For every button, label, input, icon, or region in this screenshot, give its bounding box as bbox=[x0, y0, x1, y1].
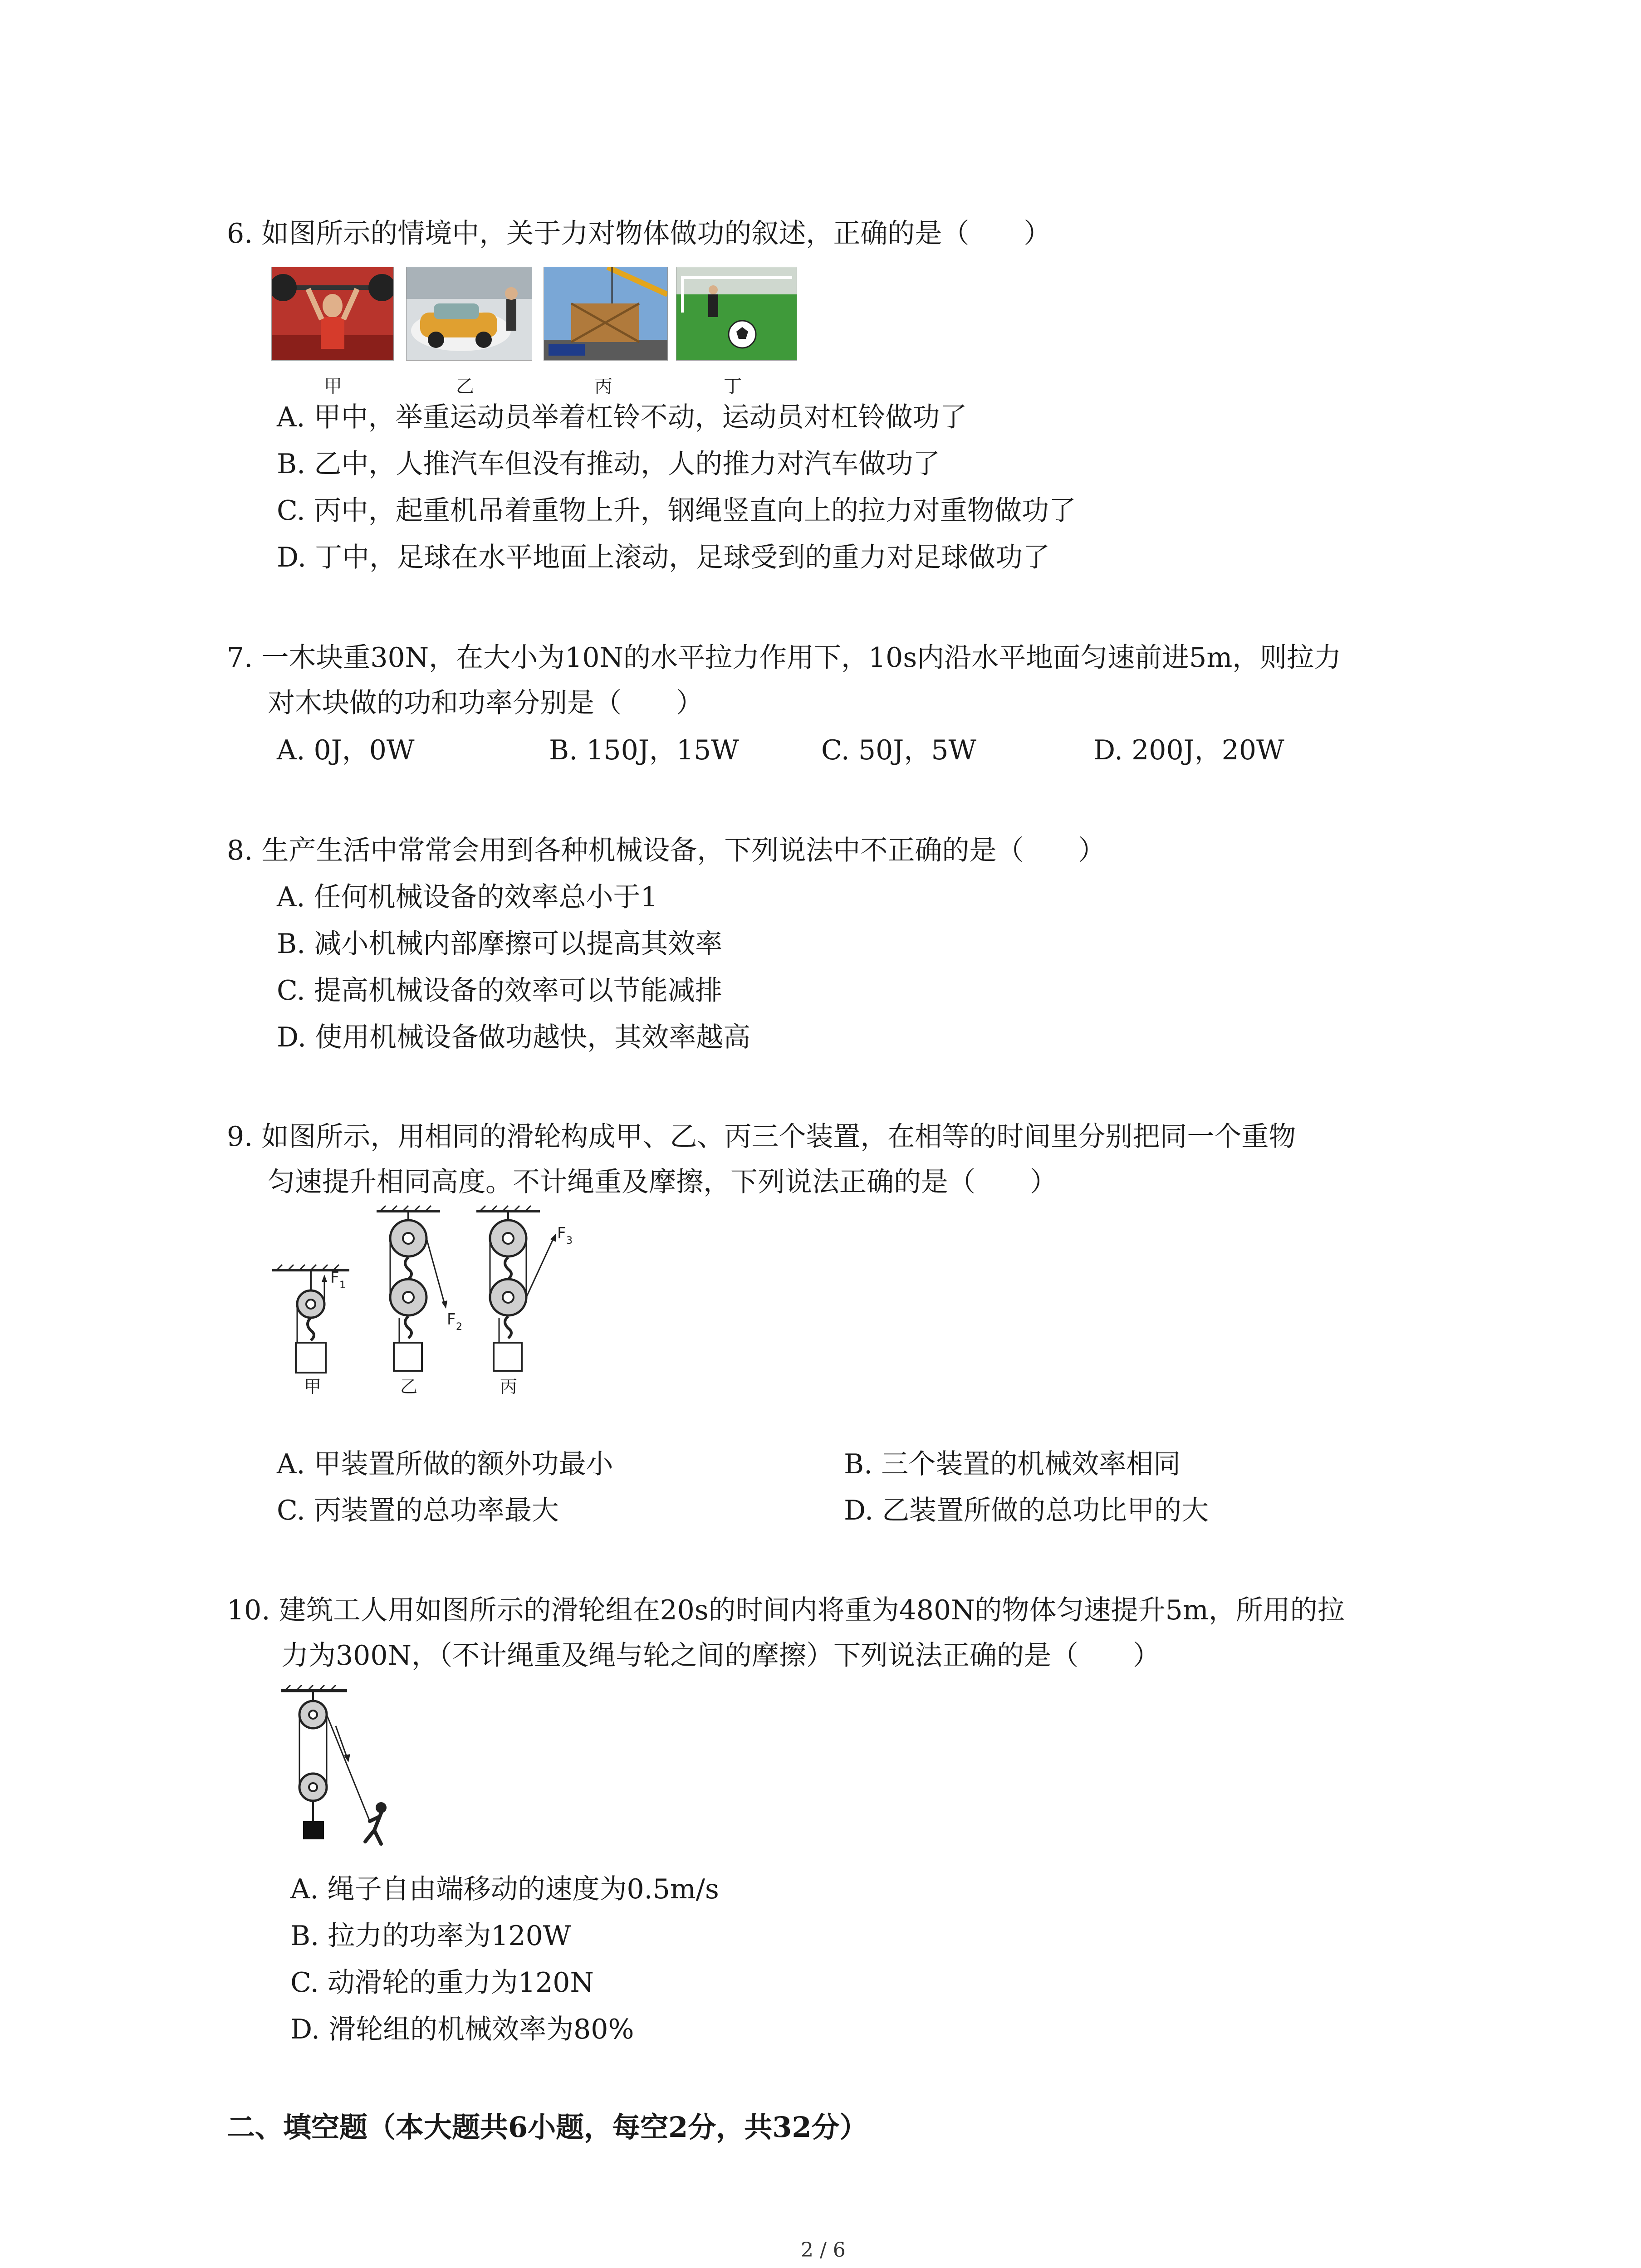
q7-option-d: D. 200J，20W bbox=[1093, 734, 1284, 766]
q8-option-b: B. 减小机械内部摩擦可以提高其效率 bbox=[277, 928, 723, 960]
q9-option-b: B. 三个装置的机械效率相同 bbox=[844, 1448, 1181, 1480]
q7-option-b: B. 150J，15W bbox=[549, 734, 739, 766]
q7-stem-line1: 7. 一木块重30N，在大小为10N的水平拉力作用下，10s内沿水平地面匀速前进5m，则拉力 bbox=[227, 642, 1342, 674]
q9-label-f1: F bbox=[330, 1269, 339, 1287]
q10-stem-line1: 10. 建筑工人用如图所示的滑轮组在20s的时间内将重为480N的物体匀速提升5m，所用的拉 bbox=[227, 1594, 1345, 1626]
q8-option-a: A. 任何机械设备的效率总小于1 bbox=[277, 881, 658, 913]
q10-option-c: C. 动滑轮的重力为120N bbox=[290, 1967, 594, 1999]
q6-photo-football bbox=[676, 267, 797, 361]
q6-option-a: A. 甲中，举重运动员举着杠铃不动，运动员对杠铃做功了 bbox=[277, 401, 967, 433]
pulley-yi bbox=[377, 1206, 447, 1371]
q9-pulley-figure bbox=[263, 1202, 608, 1447]
q10-option-d: D. 滑轮组的机械效率为80% bbox=[290, 2014, 634, 2045]
q10-pulley-figure bbox=[272, 1685, 408, 1853]
q8-option-c: C. 提高机械设备的效率可以节能减排 bbox=[277, 975, 722, 1007]
q9-label-f3: F bbox=[557, 1224, 566, 1242]
q6-photo-weightlifter bbox=[271, 267, 394, 361]
q9-label-f3-sub: 3 bbox=[566, 1235, 573, 1246]
q8-stem: 8. 生产生活中常常会用到各种机械设备，下列说法中不正确的是（ ） bbox=[227, 835, 1106, 866]
q8-option-d: D. 使用机械设备做功越快，其效率越高 bbox=[277, 1022, 751, 1053]
q9-stem-line2: 匀速提升相同高度。不计绳重及摩擦，下列说法正确的是（ ） bbox=[268, 1166, 1057, 1198]
q10-option-a: A. 绳子自由端移动的速度为0.5m/s bbox=[290, 1873, 719, 1905]
section2-title: 二、填空题（本大题共6小题，每空2分，共32分） bbox=[227, 2111, 868, 2144]
page-number: 2 / 6 bbox=[801, 2239, 846, 2262]
q6-option-c: C. 丙中，起重机吊着重物上升，钢绳竖直向上的拉力对重物做功了 bbox=[277, 495, 1076, 527]
q6-caption-jia: 甲 bbox=[324, 376, 342, 397]
q9-stem-line1: 9. 如图所示，用相同的滑轮构成甲、乙、丙三个装置，在相等的时间里分别把同一个重物 bbox=[227, 1121, 1296, 1153]
q6-option-b: B. 乙中，人推汽车但没有推动，人的推力对汽车做功了 bbox=[277, 448, 941, 480]
q6-photo-push-car bbox=[406, 267, 532, 361]
q10-stem-line2: 力为300N，（不计绳重及绳与轮之间的摩擦）下列说法正确的是（ ） bbox=[281, 1640, 1161, 1672]
q9-label-jia: 甲 bbox=[304, 1377, 322, 1397]
q6-caption-ding: 丁 bbox=[724, 376, 742, 397]
q9-option-a: A. 甲装置所做的额外功最小 bbox=[277, 1448, 613, 1480]
q9-label-yi: 乙 bbox=[400, 1377, 418, 1397]
q6-photo-crane bbox=[544, 267, 668, 361]
q7-option-c: C. 50J，5W bbox=[821, 734, 977, 766]
q6-caption-bing: 丙 bbox=[594, 376, 612, 397]
q9-label-f2-sub: 2 bbox=[456, 1321, 462, 1333]
q9-label-bing: 丙 bbox=[500, 1377, 518, 1397]
q6-stem: 6. 如图所示的情境中，关于力对物体做功的叙述，正确的是（ ） bbox=[227, 218, 1051, 249]
q9-option-d: D. 乙装置所做的总功比甲的大 bbox=[844, 1495, 1209, 1526]
q7-option-a: A. 0J，0W bbox=[277, 734, 415, 766]
q9-option-c: C. 丙装置的总功率最大 bbox=[277, 1495, 559, 1526]
q7-stem-line2: 对木块做的功和功率分别是（ ） bbox=[268, 687, 703, 719]
q9-label-f1-sub: 1 bbox=[339, 1280, 346, 1291]
q6-caption-yi: 乙 bbox=[456, 376, 474, 397]
pulley-bing bbox=[476, 1206, 556, 1371]
q9-label-f2: F bbox=[447, 1310, 456, 1329]
q10-option-b: B. 拉力的功率为120W bbox=[290, 1920, 571, 1952]
q6-option-d: D. 丁中，足球在水平地面上滚动，足球受到的重力对足球做功了 bbox=[277, 542, 1050, 573]
